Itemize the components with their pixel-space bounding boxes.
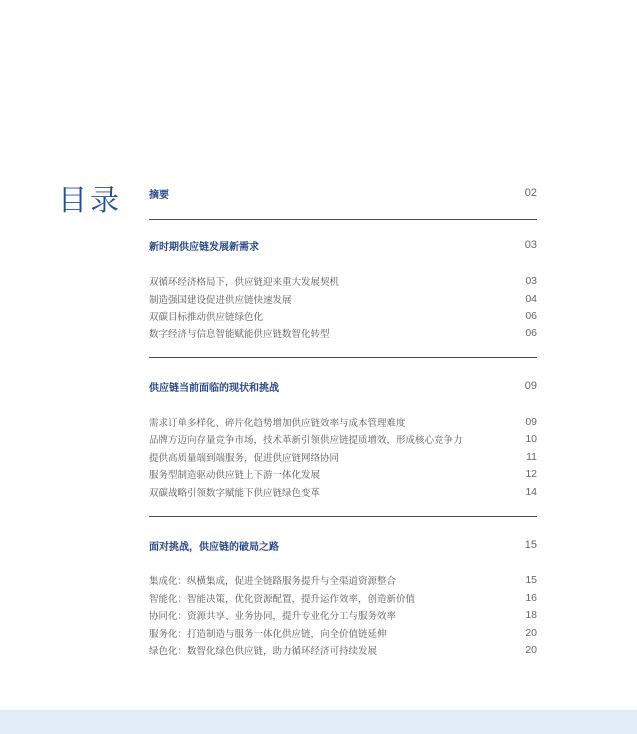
toc-summary-page: 02 [524, 187, 537, 199]
divider [149, 357, 537, 358]
divider [149, 516, 537, 517]
toc-item-label: 双循环经济格局下，供应链迎来重大发展契机 [149, 277, 340, 288]
toc-item-page: 03 [525, 275, 537, 287]
toc-item-page: 15 [525, 574, 537, 586]
toc-summary-row[interactable] [149, 184, 537, 202]
toc-item-page: 20 [525, 644, 537, 656]
toc-item-label: 数字经济与信息智能赋能供应链数智化转型 [149, 329, 330, 340]
toc-title: 目录 [58, 183, 123, 217]
toc-item-row[interactable] [149, 448, 537, 466]
toc-item-row[interactable] [149, 307, 537, 325]
toc-item-page: 11 [526, 451, 537, 463]
toc-item-label: 提供高质量端到端服务，促进供应链网络协同 [149, 453, 340, 464]
toc-item-page: 18 [525, 609, 537, 621]
toc-item-page: 14 [525, 486, 537, 498]
toc-section-row[interactable] [149, 236, 537, 254]
toc-item-page: 20 [525, 627, 537, 639]
toc-item-label: 绿色化：数智化绿色供应链，助力循环经济可持续发展 [149, 646, 378, 657]
toc-item-row[interactable] [149, 641, 537, 659]
toc-item-label: 智能化：智能决策，优化资源配置，提升运作效率，创造新价值 [149, 594, 416, 605]
toc-section-row[interactable] [149, 377, 537, 395]
toc-item-label: 集成化：纵横集成，促进全链路服务提升与全渠道资源整合 [149, 576, 397, 587]
toc-item-label: 服务化：打造制造与服务一体化供应链，向全价值链延伸 [149, 629, 387, 640]
toc-item-page: 04 [525, 293, 537, 305]
toc-item-page: 16 [525, 592, 537, 604]
toc-section-title: 面对挑战，供应链的破局之路 [149, 541, 279, 553]
toc-section-row[interactable] [149, 536, 537, 554]
toc-item-row[interactable] [149, 606, 537, 624]
toc-item-row[interactable] [149, 413, 537, 431]
toc-item-row[interactable] [149, 430, 537, 448]
toc-item-label: 双碳战略引领数字赋能下供应链绿色变革 [149, 488, 321, 499]
toc-item-label: 服务型制造驱动供应链上下游一体化发展 [149, 470, 321, 481]
toc-item-page: 09 [525, 416, 537, 428]
toc-item-row[interactable] [149, 571, 537, 589]
toc-item-row[interactable] [149, 589, 537, 607]
toc-item-label: 双碳目标推动供应链绿色化 [149, 312, 264, 323]
toc-item-row[interactable] [149, 324, 537, 342]
toc-summary-label: 摘要 [149, 189, 169, 201]
toc-section-page: 03 [524, 239, 537, 251]
toc-item-label: 协同化：资源共享、业务协同，提升专业化分工与服务效率 [149, 611, 397, 622]
toc-section-page: 15 [524, 539, 537, 551]
toc-item-row[interactable] [149, 483, 537, 501]
toc-item-row[interactable] [149, 290, 537, 308]
toc-item-row[interactable] [149, 272, 537, 290]
toc-item-row[interactable] [149, 465, 537, 483]
toc-section-page: 09 [524, 380, 537, 392]
toc-item-page: 06 [525, 310, 537, 322]
footer-band [0, 710, 637, 734]
divider [149, 219, 537, 220]
toc-item-page: 06 [525, 327, 537, 339]
toc-item-label: 制造强国建设促进供应链快速发展 [149, 295, 292, 306]
toc-item-label: 需求订单多样化、碎片化趋势增加供应链效率与成本管理难度 [149, 418, 406, 429]
toc-item-row[interactable] [149, 624, 537, 642]
toc-section-title: 新时期供应链发展新需求 [149, 241, 259, 253]
toc-item-page: 10 [525, 433, 537, 445]
toc-section-title: 供应链当前面临的现状和挑战 [149, 382, 279, 394]
toc-item-label: 品牌方迈向存量竞争市场，技术革新引领供应链提质增效，形成核心竞争力 [149, 435, 463, 446]
toc-item-page: 12 [525, 468, 537, 480]
